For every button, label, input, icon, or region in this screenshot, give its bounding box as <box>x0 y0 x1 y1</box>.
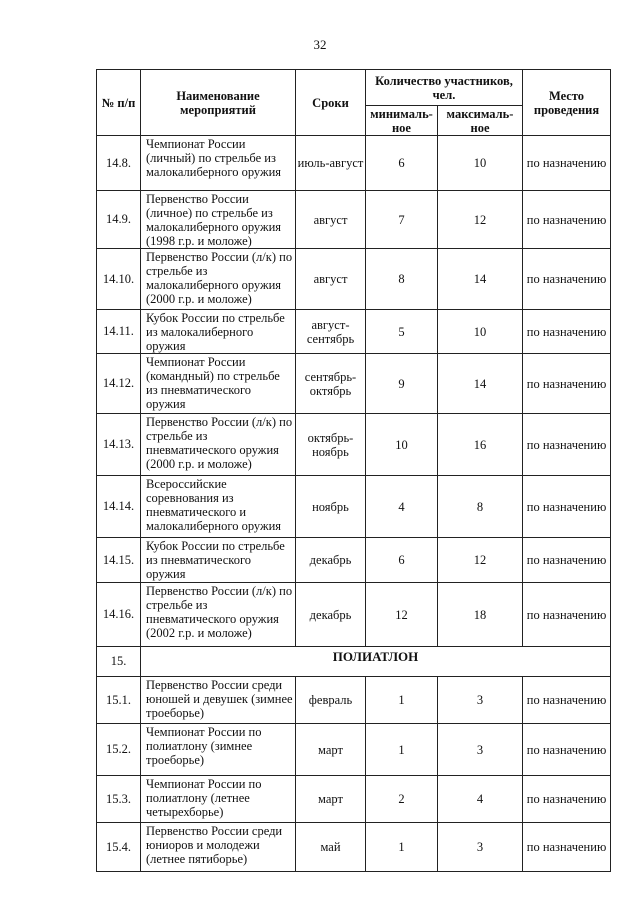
table-row <box>97 724 611 776</box>
row-max: 10 <box>438 310 523 354</box>
row-num: 14.15. <box>97 538 141 583</box>
row-num: 15.2. <box>97 724 141 776</box>
row-num: 14.14. <box>97 476 141 538</box>
row-num: 14.16. <box>97 583 141 647</box>
row-num: 14.13. <box>97 414 141 476</box>
table-row <box>97 249 611 310</box>
row-place: по назначению <box>523 823 611 872</box>
row-dates: март <box>296 724 366 776</box>
row-name: Первенство России (л/к) по стрельбе из пневматического оружия (2000 г.р. и моложе) <box>141 414 296 476</box>
row-min: 5 <box>366 310 438 354</box>
row-min: 1 <box>366 823 438 872</box>
row-num: 14.10. <box>97 249 141 310</box>
row-dates: сентябрь-октябрь <box>296 354 366 414</box>
header-num: № п/п <box>97 70 141 136</box>
row-name: Чемпионат России по полиатлону (зимнее троеборье) <box>141 724 296 776</box>
row-place: по назначению <box>523 476 611 538</box>
table-row <box>97 476 611 538</box>
table-row <box>97 583 611 647</box>
header-dates: Сроки <box>296 70 366 136</box>
row-num: 14.9. <box>97 191 141 249</box>
row-name: Первенство России (л/к) по стрельбе из малокалиберного оружия (2000 г.р. и моложе) <box>141 249 296 310</box>
table-row <box>97 776 611 823</box>
row-min: 2 <box>366 776 438 823</box>
row-min: 1 <box>366 677 438 724</box>
row-place: по назначению <box>523 354 611 414</box>
table-row <box>97 191 611 249</box>
section-title: ПОЛИАТЛОН <box>141 647 611 677</box>
row-min: 6 <box>366 136 438 191</box>
row-max: 3 <box>438 724 523 776</box>
table-row <box>97 414 611 476</box>
row-dates: февраль <box>296 677 366 724</box>
row-dates: декабрь <box>296 583 366 647</box>
row-max: 3 <box>438 677 523 724</box>
row-name: Всероссийские соревнования из пневматического и малокалиберного оружия <box>141 476 296 538</box>
row-min: 12 <box>366 583 438 647</box>
row-place: по назначению <box>523 677 611 724</box>
header-min: минималь-ное <box>366 106 438 136</box>
section-num: 15. <box>97 647 141 677</box>
row-dates: декабрь <box>296 538 366 583</box>
row-num: 15.3. <box>97 776 141 823</box>
row-max: 3 <box>438 823 523 872</box>
row-name: Чемпионат России по полиатлону (летнее четырехборье) <box>141 776 296 823</box>
row-min: 8 <box>366 249 438 310</box>
row-place: по назначению <box>523 776 611 823</box>
row-dates: июль-август <box>296 136 366 191</box>
row-name: Первенство России среди юношей и девушек (зимнее троеборье) <box>141 677 296 724</box>
row-name: Первенство России (личное) по стрельбе из малокалиберного оружия (1998 г.р. и моложе) <box>141 191 296 249</box>
row-min: 1 <box>366 724 438 776</box>
events-table <box>96 69 611 872</box>
row-max: 14 <box>438 354 523 414</box>
row-place: по назначению <box>523 136 611 191</box>
row-name: Кубок России по стрельбе из пневматического оружия <box>141 538 296 583</box>
row-place: по назначению <box>523 724 611 776</box>
page-number: 32 <box>313 37 327 52</box>
row-max: 14 <box>438 249 523 310</box>
row-dates: май <box>296 823 366 872</box>
row-name: Кубок России по стрельбе из малокалиберного оружия <box>141 310 296 354</box>
row-num: 14.12. <box>97 354 141 414</box>
row-max: 18 <box>438 583 523 647</box>
row-max: 10 <box>438 136 523 191</box>
row-max: 4 <box>438 776 523 823</box>
header-name: Наименование мероприятий <box>141 70 296 136</box>
row-place: по назначению <box>523 583 611 647</box>
row-dates: август <box>296 191 366 249</box>
row-place: по назначению <box>523 310 611 354</box>
header-max: максималь-ное <box>438 106 523 136</box>
row-name: Первенство России среди юниоров и молодежи (летнее пятиборье) <box>141 823 296 872</box>
table-row <box>97 136 611 191</box>
row-min: 4 <box>366 476 438 538</box>
row-min: 6 <box>366 538 438 583</box>
table-row <box>97 677 611 724</box>
table-row <box>97 538 611 583</box>
row-max: 12 <box>438 191 523 249</box>
row-num: 14.8. <box>97 136 141 191</box>
row-place: по назначению <box>523 191 611 249</box>
table-row <box>97 310 611 354</box>
row-dates: октябрь-ноябрь <box>296 414 366 476</box>
row-min: 7 <box>366 191 438 249</box>
table-row <box>97 354 611 414</box>
row-max: 12 <box>438 538 523 583</box>
header-participants: Количество участников, чел. <box>366 70 523 106</box>
row-name: Первенство России (л/к) по стрельбе из пневматического оружия (2002 г.р. и моложе) <box>141 583 296 647</box>
row-num: 15.1. <box>97 677 141 724</box>
row-place: по назначению <box>523 249 611 310</box>
row-place: по назначению <box>523 414 611 476</box>
row-dates: август <box>296 249 366 310</box>
row-max: 16 <box>438 414 523 476</box>
row-dates: март <box>296 776 366 823</box>
row-num: 14.11. <box>97 310 141 354</box>
row-min: 10 <box>366 414 438 476</box>
row-dates: август-сентябрь <box>296 310 366 354</box>
row-dates: ноябрь <box>296 476 366 538</box>
row-num: 15.4. <box>97 823 141 872</box>
row-place: по назначению <box>523 538 611 583</box>
row-min: 9 <box>366 354 438 414</box>
row-name: Чемпионат России (командный) по стрельбе из пневматического оружия <box>141 354 296 414</box>
row-name: Чемпионат России (личный) по стрельбе из малокалиберного оружия <box>141 136 296 191</box>
header-place: Место проведения <box>523 70 611 136</box>
row-max: 8 <box>438 476 523 538</box>
section-row <box>97 647 611 677</box>
table-row <box>97 823 611 872</box>
